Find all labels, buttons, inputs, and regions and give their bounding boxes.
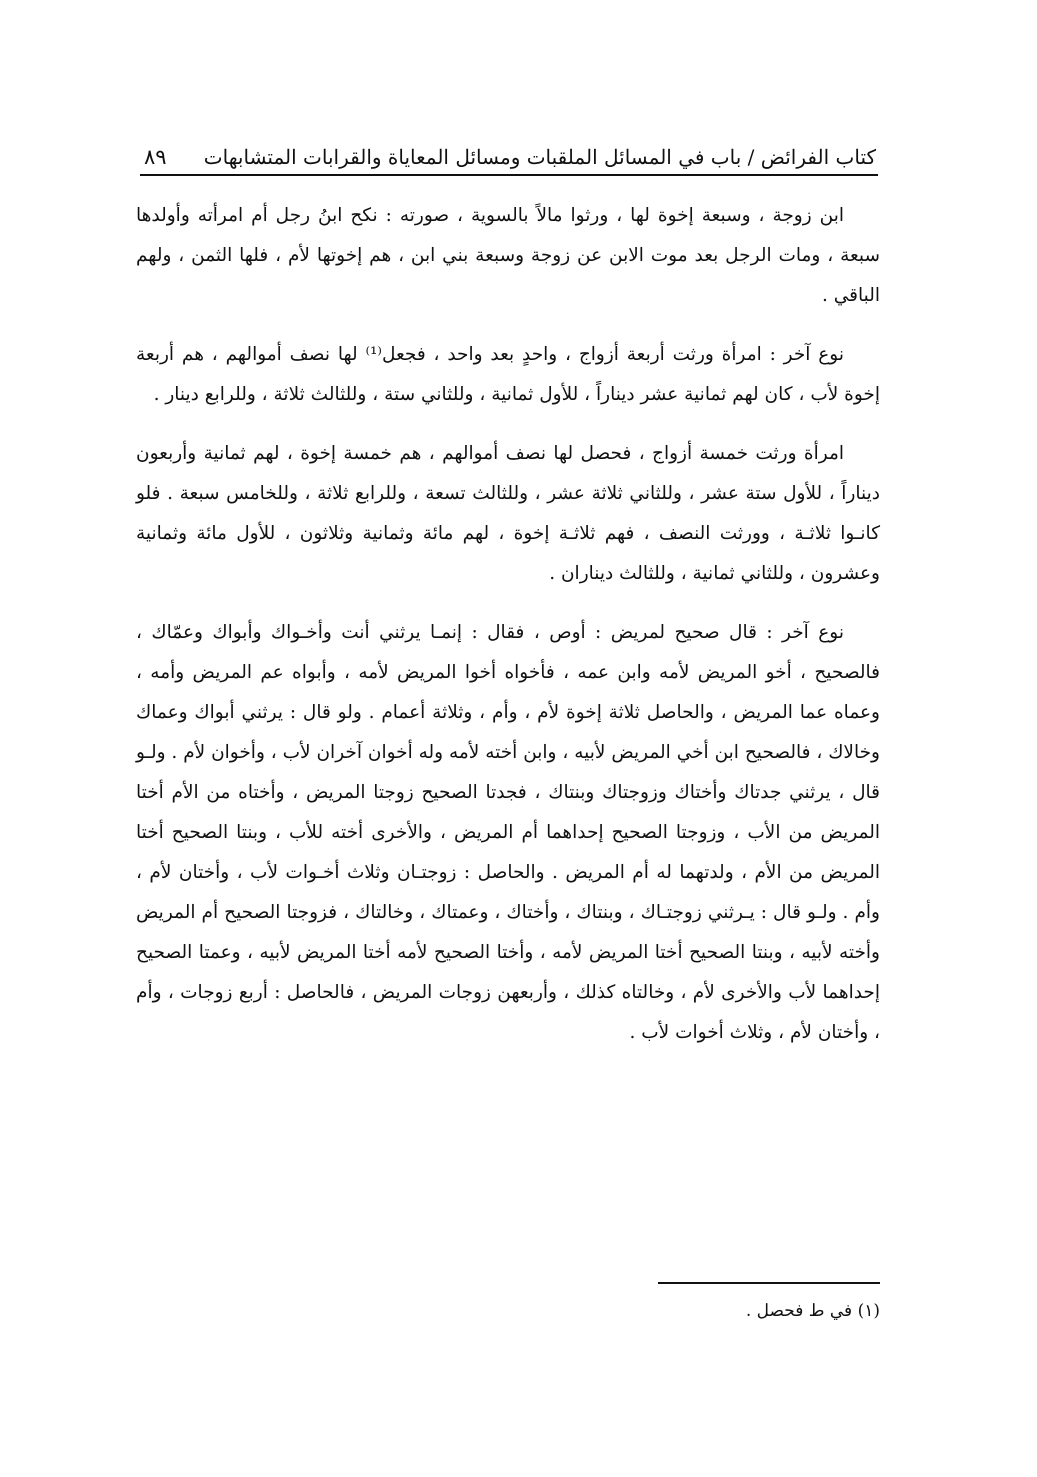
paragraph-1: ابن زوجة ، وسبعة إخوة لها ، ورثوا مالاً بالسوية ، صورته : نكح ابنُ رجل أم امرأته وأولدها سبعة ، ومات الرجل بعد موت الابن عن زوجة وسبعة بني ابن ، هم إخوتها لأم ، فلها الثمن ، ولهم الباقي .	[136, 205, 880, 306]
footnote: (١) في ط فحصل .	[745, 1301, 880, 1321]
paragraph-4: نوع آخر : قال صحيح لمريض : أوص ، فقال : إنمـا يرثني أنت وأخـواك وأبواك وعمّاك ، فالصحيح ، أخو المريض لأمه وابن عمه ، فأخواه أخوا المريض لأمه ، وأبواه عم المريض وأمه ، وعماه عما المريض ، والحاصل ثلاثة إخوة لأم ، وأم ، وثلاثة أعمام . ولو قال : يرثني أبواك وعماك وخالاك ، فالصحيح ابن أخي المريض لأبيه ، وابن أخته لأمه وله أخوان آخران لأب ، وأخوان لأم . ولـو قال ، يرثني جدتاك وأختاك وزوجتاك وبنتاك ، فجدتا الصحيح زوجتا المريض ، وأختاه من الأم أختا المريض من الأب ، وزوجتا الصحيح إحداهما أم المريض ، والأخرى أخته للأب ، وبنتا الصحيح أختا المريض من الأم ، ولدتهما له أم المريض . والحاصل : زوجتـان وثلاث أخـوات لأب ، وأختان لأم ، وأم . ولـو قال : يـرثني زوجتـاك ، وبنتاك ، وأختاك ، وعمتاك ، وخالتاك ، فزوجتا الصحيح أم المريض وأخته لأبيه ، وبنتا الصحيح أختا المريض لأمه ، وأختا الصحيح لأمه أختا المريض لأبيه ، وعمتا الصحيح إحداهما لأب والأخرى لأم ، وخالتاه كذلك ، وأربعهن زوجات المريض ، فالحاصل : أربع زوجات ، وأم ، وأختان لأم ، وثلاث أخوات لأب .	[136, 622, 880, 1043]
paragraph-3: امرأة ورثت خمسة أزواج ، فحصل لها نصف أموالهم ، هم خمسة إخوة ، لهم ثمانية وأربعون ديناراً ، للأول ستة عشر ، وللثاني ثلاثة عشر ، وللثالث تسعة ، وللرابع ثلاثة ، وللخامس سبعة . فلو كانـوا ثلاثـة ، وورثت النصف ، فهم ثلاثـة إخوة ، لهم مائة وثمانية وثلاثون ، للأول مائة وثمانية وعشرون ، وللثاني ثمانية ، وللثالث ديناران .	[136, 443, 880, 584]
paragraph-2: نوع آخر : امرأة ورثت أربعة أزواج ، واحدٍ بعد واحد ، فجعل⁽¹⁾ لها نصف أموالهم ، هم أربعة إخوة لأب ، كان لهم ثمانية عشر ديناراً ، للأول ثمانية ، وللثاني ستة ، وللثالث ثلاثة ، وللرابع دينار .	[136, 344, 880, 405]
body-text	[136, 196, 880, 1053]
footnote-divider	[658, 1282, 880, 1284]
running-header	[140, 140, 878, 176]
page-number: ٨٩	[144, 145, 167, 169]
running-header-title: كتاب الفرائض / باب في المسائل الملقبات ومسائل المعاياة والقرابات المتشابهات	[203, 145, 876, 169]
